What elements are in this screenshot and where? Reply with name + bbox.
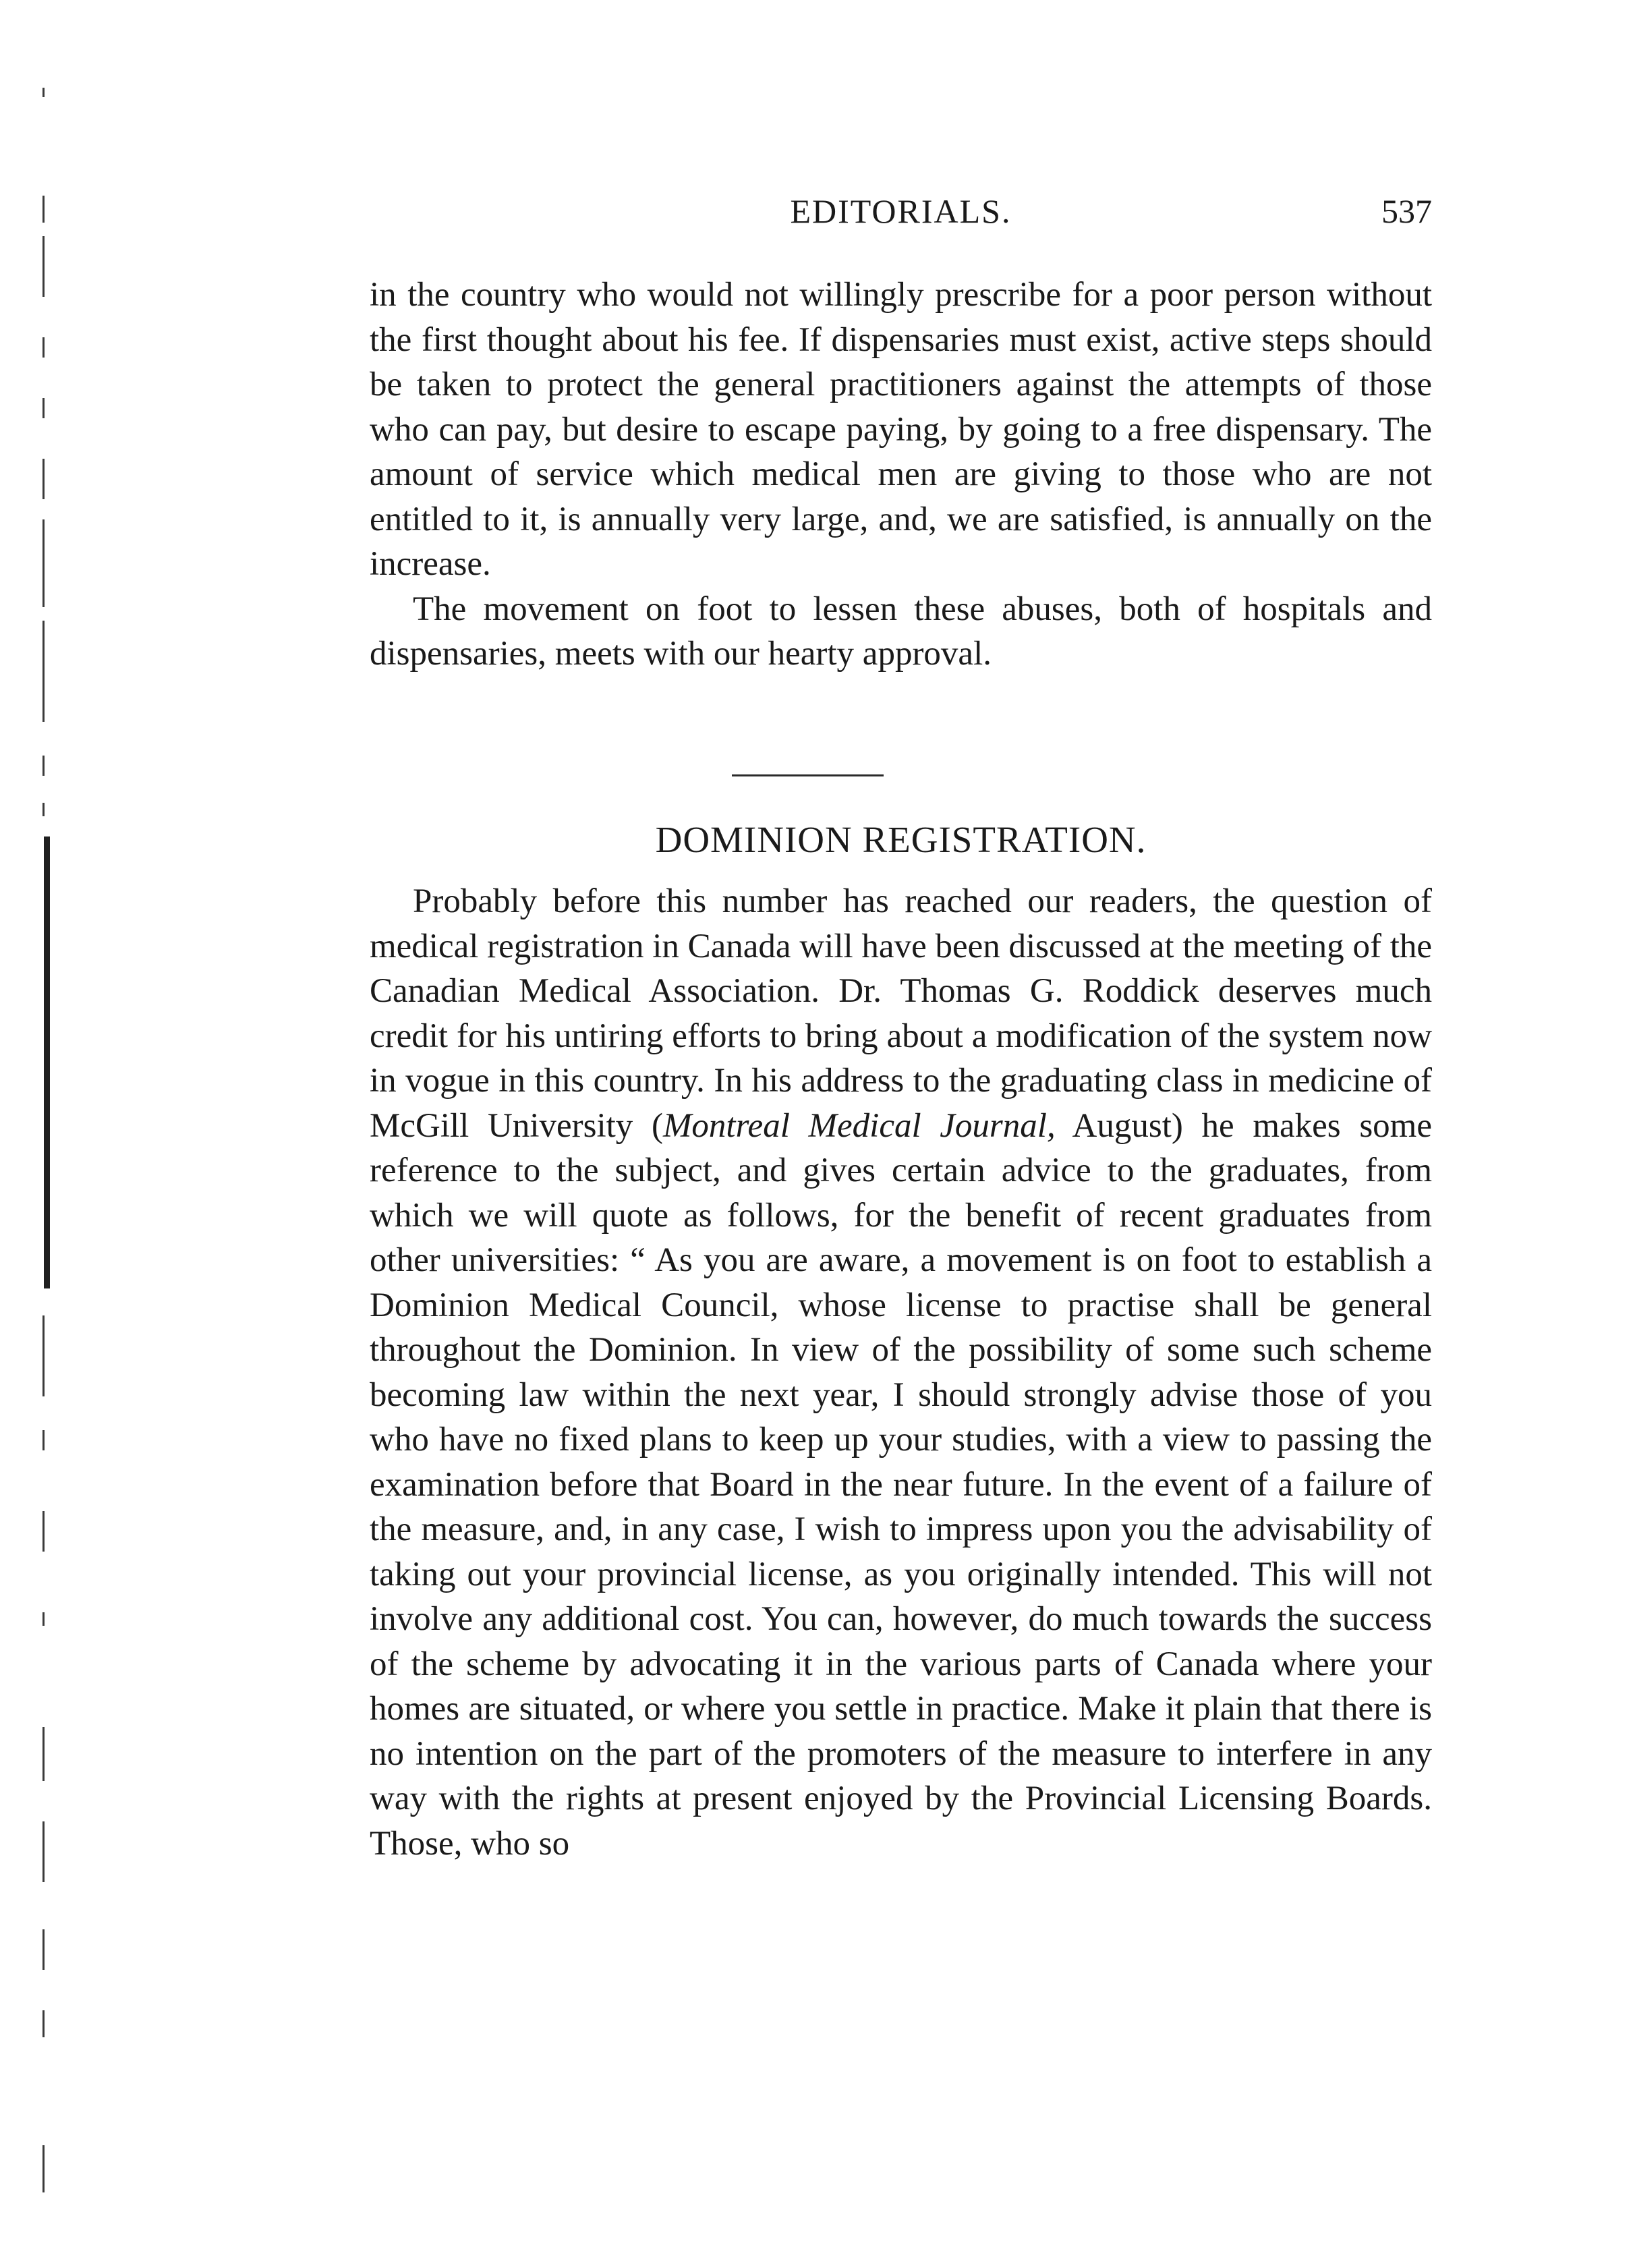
- page-header: [370, 188, 1432, 235]
- scan-edge-marks: [37, 81, 64, 2206]
- paragraph-text-end: August) he makes some reference to the subject, and gives certain advice to the graduates, from which we will quote as follows, for the benefit of recent graduates from other universities: “ As you are aware, a movement is on foot to establish a Dominion Medical Council, whose license to practise shall be general throughout the Dominion. In view of the possibility of some such scheme becoming law within the next year, I should strongly advise those of you who have no fixed plans to keep up your studies, with a view to passing the examination before that Board in the near future. In the event of a failure of the measure, and, in any case, I wish to impress upon you the advisability of taking out your provincial license, as you originally intended. This will not involve any additional cost. You can, however, do much towards the success of the scheme by advocating it in the various parts of Canada where your homes are situated, or where you settle in practice. Make it plain that there is no intention on the part of the promoters of the measure to interfere in any way with the rights at present enjoyed by the Provincial Licensing Boards. Those, who so: [370, 1106, 1432, 1863]
- section-divider: [732, 774, 884, 776]
- paragraph-text-start: Probably before this number has reached our readers, the question of medical registration in Canada will have been discussed at the meeting of the Canadian Medical Association. Dr. Thomas G. Roddick deserves much credit for his untiring efforts to bring about a modification of the system now in vogue in this country. In his address to the graduating class in medicine of McGill University (: [370, 882, 1432, 1145]
- article-paragraph: [370, 879, 1432, 1866]
- section-title: DOMINION REGISTRATION.: [655, 819, 1147, 860]
- paragraph-conclusion: The movement on foot to lessen these abuses, both of hospitals and dispensaries, meets with our hearty approval.: [370, 590, 1432, 673]
- article-continuation: [370, 273, 1432, 677]
- paragraph-continued: in the country who would not willingly prescribe for a poor person without the first thought about his fee. If dispensaries must exist, active steps should be taken to protect the general practitioners against the attempts of those who can pay, but desire to escape paying, by going to a free dispensary. The amount of service which medical men are giving to those who are not entitled to it, is annually very large, and, we are satisfied, is annually on the increase.: [370, 276, 1432, 583]
- page-number: 537: [1381, 192, 1432, 230]
- article-dominion-registration: [370, 879, 1432, 1866]
- running-title: EDITORIALS.: [790, 192, 1012, 230]
- journal-title: Montreal Medical Journal,: [662, 1106, 1056, 1145]
